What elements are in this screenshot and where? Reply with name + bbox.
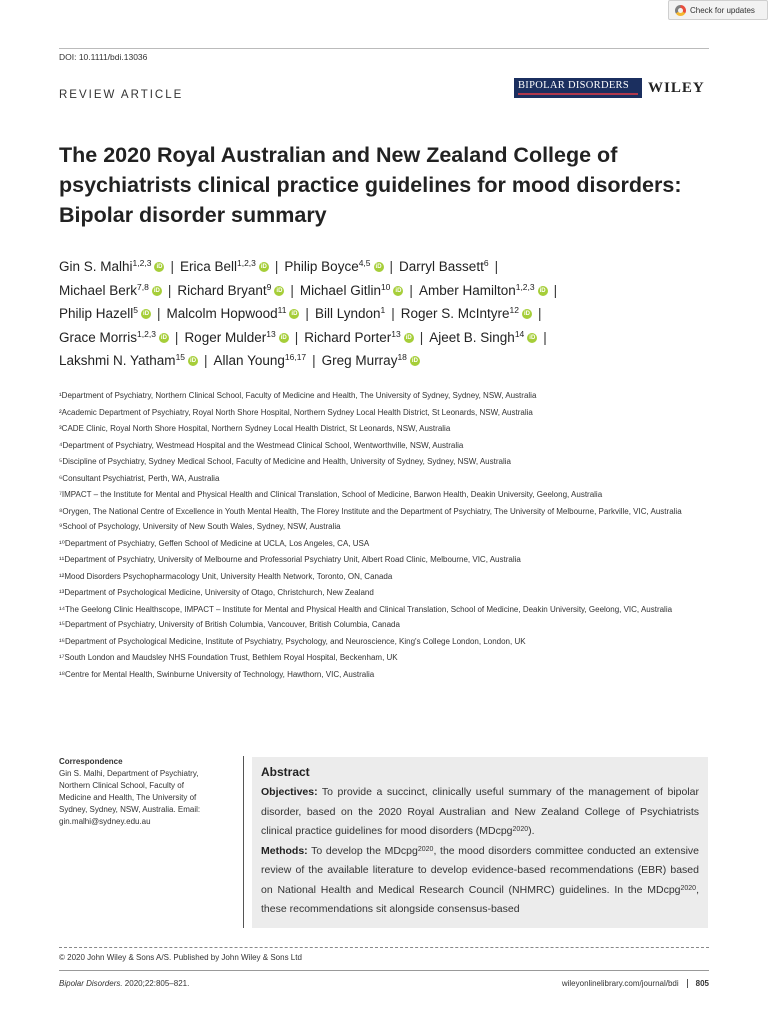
author-name-text: Roger Mulder: [184, 329, 267, 345]
objectives-label: Objectives:: [261, 786, 318, 798]
orcid-icon[interactable]: iD: [160, 334, 167, 341]
crossmark-icon: [675, 5, 686, 16]
author-affiliation-marker: 10: [380, 281, 391, 292]
affiliation-item: ¹³Department of Psychological Medicine, University of Otago, Christchurch, New Zealand: [59, 588, 374, 597]
author-name-text: Michael Gitlin: [299, 282, 381, 298]
author-name-text: Grace Morris: [59, 329, 138, 345]
author-affiliation-marker: 4,5: [358, 258, 371, 268]
author-name[interactable]: [59, 283, 162, 298]
author-name-text: Greg Murray: [321, 353, 398, 368]
methods-superscript: 2020: [680, 884, 697, 892]
methods-superscript: 2020: [417, 845, 434, 853]
author-line: [59, 349, 719, 373]
author-affiliation-marker: 14: [514, 328, 525, 339]
author-separator: |: [494, 259, 499, 274]
author-separator: |: [538, 306, 542, 321]
author-separator: |: [167, 282, 172, 298]
author-affiliation-marker: 6: [483, 258, 489, 268]
page-number: 805: [687, 979, 709, 988]
footnote-rule: [59, 947, 709, 948]
author-separator: |: [290, 282, 294, 298]
article-title: The 2020 Royal Australian and New Zealand College of psychiatrists clinical practice guidelines for mood disorders: Bipolar disorder summary: [59, 143, 682, 227]
check-updates-label: Check for updates: [690, 5, 755, 15]
orcid-icon[interactable]: iD: [153, 287, 160, 294]
author-separator: |: [157, 306, 161, 321]
author-affiliation-marker: 13: [391, 328, 401, 339]
check-for-updates-button[interactable]: [668, 0, 768, 20]
author-name-text: Roger S. McIntyre: [400, 306, 510, 321]
methods-label: Methods:: [261, 844, 308, 857]
orcid-icon[interactable]: iD: [539, 287, 546, 294]
affiliation-item: ¹Department of Psychiatry, Northern Clinical School, Faculty of Medicine and Health, The University of Sydney, Sydney, NSW, Australia: [59, 391, 537, 400]
author-affiliation-marker: 11: [277, 305, 287, 315]
doi[interactable]: DOI: 10.1111/bdi.13036: [59, 52, 148, 62]
author-separator: |: [391, 306, 395, 321]
author-affiliation-marker: 1: [380, 305, 386, 315]
orcid-icon[interactable]: iD: [260, 264, 267, 271]
author-name[interactable]: [167, 306, 300, 321]
author-name-text: Erica Bell: [179, 259, 237, 274]
author-name-text: Richard Bryant: [177, 282, 267, 298]
author-affiliation-marker: 1,2,3: [236, 258, 256, 268]
author-name-text: Philip Hazell: [59, 306, 134, 321]
author-affiliation-marker: 7,8: [137, 281, 149, 292]
author-name-text: Bill Lyndon: [314, 306, 381, 321]
abstract-objectives: [261, 783, 699, 842]
author-affiliation-marker: 13: [266, 328, 276, 339]
author-name[interactable]: [59, 353, 198, 368]
author-separator: |: [312, 353, 316, 368]
objectives-text: To provide a succinct, clinically useful summary of the management of bipolar disorder, based on the 2020 Royal Australian and New Zealand College of Psychiatrists clinical practice guidelines for mood disorders (MDcpg: [261, 786, 699, 837]
affiliation-item: ²Academic Department of Psychiatry, Royal North Shore Hospital, Northern Sydney Local Health District, St Leonards, NSW, Australia: [59, 407, 533, 417]
article-type: REVIEW ARTICLE: [59, 89, 184, 101]
author-name-text: Philip Boyce: [284, 259, 359, 274]
author-separator: |: [543, 329, 547, 345]
affiliation-item: ⁴Department of Psychiatry, Westmead Hospital and the Westmead Clinical School, Wentworthville, NSW, Australia: [59, 440, 464, 450]
author-affiliation-marker: 15: [175, 352, 186, 362]
orcid-icon[interactable]: iD: [156, 264, 163, 271]
author-affiliation-marker: 16,17: [284, 352, 307, 362]
author-line: [59, 255, 719, 279]
author-name-text: Darryl Bassett: [399, 259, 484, 274]
author-name-text: Ajeet B. Singh: [429, 329, 515, 345]
affiliation-item: ⁹School of Psychology, University of New South Wales, Sydney, NSW, Australia: [59, 522, 341, 531]
author-affiliation-marker: 1,2,3: [132, 258, 152, 268]
author-name[interactable]: [214, 353, 307, 368]
author-name[interactable]: [59, 306, 151, 321]
author-name[interactable]: [399, 259, 489, 274]
author-separator: |: [170, 259, 174, 274]
correspondence-email[interactable]: gin.malhi@sydney.edu.au: [59, 817, 151, 826]
author-name[interactable]: [177, 283, 284, 298]
objectives-superscript: 2020: [512, 826, 529, 833]
author-separator: |: [553, 282, 558, 298]
column-divider: [243, 756, 244, 928]
author-name[interactable]: [59, 330, 169, 345]
footer-right: [562, 979, 709, 988]
author-name[interactable]: [315, 306, 385, 321]
affiliation-item: ⁵Discipline of Psychiatry, Sydney Medical School, Faculty of Medicine and Health, University of Sydney, Sydney, NSW, Australia: [59, 457, 511, 466]
affiliation-item: ¹⁵Department of Psychiatry, University of British Columbia, Vancouver, British Columbia, Canada: [59, 620, 400, 629]
author-line: [59, 302, 719, 326]
copyright: © 2020 John Wiley & Sons A/S. Published by John Wiley & Sons Ltd: [59, 953, 302, 962]
orcid-icon[interactable]: iD: [375, 264, 382, 271]
author-name-text: Michael Berk: [59, 282, 138, 298]
author-affiliation-marker: 9: [266, 281, 272, 292]
affiliation-item: ⁷IMPACT – the Institute for Mental and Physical Health and Clinical Translation, School of Medicine, Barwon Health, Deakin University, Geelong, Australia: [59, 490, 603, 499]
correspondence-line: Gin S. Malhi, Department of Psychiatry,: [59, 769, 199, 778]
affiliation-item: ⁸Orygen, The National Centre of Excellence in Youth Mental Health, The Florey Institute and the Department of Psychiatry, The University of Melbourne, Parkville, VIC, Australia: [59, 506, 682, 516]
author-name-text: Malcolm Hopwood: [166, 306, 278, 321]
correspondence-line: Sydney, Sydney, NSW, Australia. Email:: [59, 805, 201, 814]
journal-logo: [514, 78, 705, 98]
orcid-icon[interactable]: iD: [411, 358, 418, 365]
journal-name: BIPOLAR DISORDERS: [518, 80, 629, 91]
author-separator: |: [409, 282, 413, 298]
affiliation-item: ¹⁰Department of Psychiatry, Geffen School of Medicine at UCLA, Los Angeles, CA, USA: [59, 538, 370, 548]
abstract-methods: [261, 842, 699, 920]
author-name[interactable]: [59, 259, 164, 274]
author-name[interactable]: [304, 330, 414, 345]
correspondence-heading: Correspondence: [59, 757, 123, 766]
footer-rule: [59, 970, 709, 971]
author-separator: |: [204, 353, 208, 368]
author-name-text: Lakshmi N. Yatham: [59, 353, 176, 368]
correspondence-line: Medicine and Health, The University of: [59, 793, 197, 802]
author-affiliation-marker: 1,2,3: [515, 281, 535, 292]
orcid-icon[interactable]: iD: [395, 287, 402, 294]
author-name-text: Richard Porter: [304, 329, 392, 345]
affiliation-item: ³CADE Clinic, Royal North Shore Hospital, Northern Sydney Local Health District, St Leonards, NSW, Australia: [59, 424, 451, 433]
author-name[interactable]: [401, 306, 532, 321]
author-name[interactable]: [419, 283, 548, 298]
author-affiliation-marker: 12: [509, 305, 519, 315]
orcid-icon[interactable]: iD: [143, 311, 150, 318]
methods-text: , the mood disorders committee conducted an extensive review of the available literature to develop evidence-based recommendations (EBR) based on National Health and Medical Research Council (NHMRC) guidelines. In the MDcpg: [261, 844, 699, 896]
author-separator: |: [419, 329, 424, 345]
orcid-icon[interactable]: iD: [291, 311, 298, 318]
author-affiliation-marker: 5: [133, 305, 139, 315]
orcid-icon[interactable]: iD: [280, 334, 287, 341]
author-name[interactable]: [300, 283, 404, 298]
affiliation-item: ¹⁴The Geelong Clinic Healthscope, IMPACT – Institute for Mental and Physical Health and Clinical Translation, School of Medicine, Deakin University, Geelong, VIC, Australia: [59, 604, 673, 614]
abstract-heading: Abstract: [261, 765, 310, 779]
affiliation-item: ¹⁶Department of Psychological Medicine, Institute of Psychiatry, Psychology, and Neuroscience, King's College London, London, UK: [59, 636, 526, 646]
affiliation-item: ¹⁸Centre for Mental Health, Swinburne University of Technology, Hawthorn, VIC, Australia: [59, 669, 375, 679]
author-name[interactable]: [180, 259, 269, 274]
orcid-icon[interactable]: iD: [190, 358, 197, 365]
citation: [59, 979, 189, 988]
affiliation-item: ¹²Mood Disorders Psychopharmacology Unit, University Health Network, Toronto, ON, Canada: [59, 571, 393, 581]
methods-text: To develop the MDcpg: [307, 844, 418, 857]
author-name-text: Amber Hamilton: [418, 282, 516, 298]
author-line: [59, 279, 719, 303]
affiliation-item: ⁶Consultant Psychiatrist, Perth, WA, Australia: [59, 473, 220, 483]
author-name[interactable]: [322, 353, 420, 368]
author-separator: |: [305, 306, 309, 321]
author-name-text: Gin S. Malhi: [59, 259, 133, 274]
publisher-logo: WILEY: [648, 79, 705, 96]
correspondence-block: [59, 756, 234, 828]
objectives-end: ).: [528, 825, 535, 837]
author-affiliation-marker: 18: [397, 352, 407, 362]
journal-name-badge: [514, 78, 642, 98]
author-name-text: Allan Young: [213, 353, 285, 368]
author-separator: |: [294, 329, 299, 345]
header-rule: [59, 48, 709, 49]
methods-text: , these recommendations sit alongside consensus-based: [261, 883, 699, 915]
author-separator: |: [174, 329, 179, 345]
citation-journal: Bipolar Disorders.: [59, 979, 123, 988]
journal-url[interactable]: wileyonlinelibrary.com/journal/bdi: [561, 979, 679, 988]
citation-details: 2020;22:805–821.: [122, 979, 190, 988]
author-name[interactable]: [284, 259, 383, 274]
author-name[interactable]: [429, 330, 537, 345]
orcid-icon[interactable]: iD: [524, 311, 530, 318]
author-separator: |: [274, 259, 279, 274]
author-separator: |: [389, 259, 394, 274]
journal-badge-stripe: [518, 93, 638, 95]
orcid-icon[interactable]: iD: [529, 334, 536, 341]
correspondence-line: Northern Clinical School, Faculty of: [59, 781, 184, 790]
affiliation-item: ¹¹Department of Psychiatry, University of Melbourne and Professorial Psychiatry Unit, Albert Road Clinic, Melbourne, VIC, Australia: [59, 555, 521, 564]
affiliation-item: ¹⁷South London and Maudsley NHS Foundation Trust, Bethlem Royal Hospital, Beckenham, UK: [59, 653, 398, 662]
author-line: [59, 326, 719, 350]
affiliation-list: [59, 388, 719, 683]
orcid-icon[interactable]: iD: [276, 287, 283, 294]
abstract-box: [252, 757, 708, 928]
orcid-icon[interactable]: iD: [405, 334, 412, 341]
author-list: [59, 255, 719, 373]
author-affiliation-marker: 1,2,3: [137, 328, 156, 339]
author-name[interactable]: [184, 330, 288, 345]
